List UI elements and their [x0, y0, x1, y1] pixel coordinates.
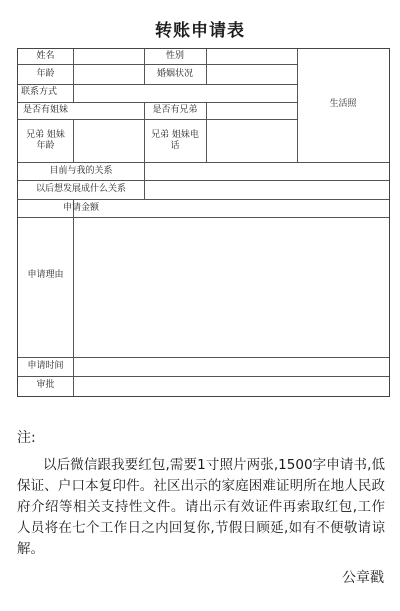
- label-has-sisters: 是否有姐妹: [22, 105, 68, 115]
- notes-body: 以后微信跟我要红包,需要1寸照片两张,1500字申请书,低保证、户口本复印件。社区出示的家庭困难证明所在地人民政府介绍等相关支持性文件。请出示有效证件再索取红包,工作人员将在七个工作日之内回复你,节假日顾延,如有不便敬请谅解。: [17, 457, 385, 557]
- label-photo: 生活照: [329, 99, 357, 109]
- label-reason: 申请理由: [27, 270, 64, 280]
- label-siblings-age: 兄弟 姐妹 年龄: [26, 130, 65, 151]
- label-age: 年龄: [36, 69, 55, 79]
- label-gender: 性别: [165, 51, 184, 61]
- label-relationship: 目前与我的关系: [49, 166, 113, 176]
- notes-section: [17, 428, 385, 560]
- label-amount: 申请金额: [62, 203, 99, 213]
- label-name: 姓名: [36, 51, 55, 61]
- label-siblings-phone: 兄弟 姐妹电 话: [151, 130, 199, 151]
- official-seal-text: 公章戳: [342, 570, 384, 586]
- form-title: 转账申请表: [155, 21, 245, 41]
- label-has-brothers: 是否有兄弟: [152, 105, 198, 115]
- application-form-table: [17, 48, 390, 397]
- notes-label: 注:: [17, 430, 36, 446]
- label-contact: 联系方式: [21, 87, 58, 97]
- label-future-relationship: 以后想发展成什么关系: [35, 184, 126, 194]
- label-marital-status: 婚姻状况: [156, 69, 193, 79]
- label-time: 申请时间: [27, 361, 64, 371]
- label-approval: 审批: [36, 380, 55, 390]
